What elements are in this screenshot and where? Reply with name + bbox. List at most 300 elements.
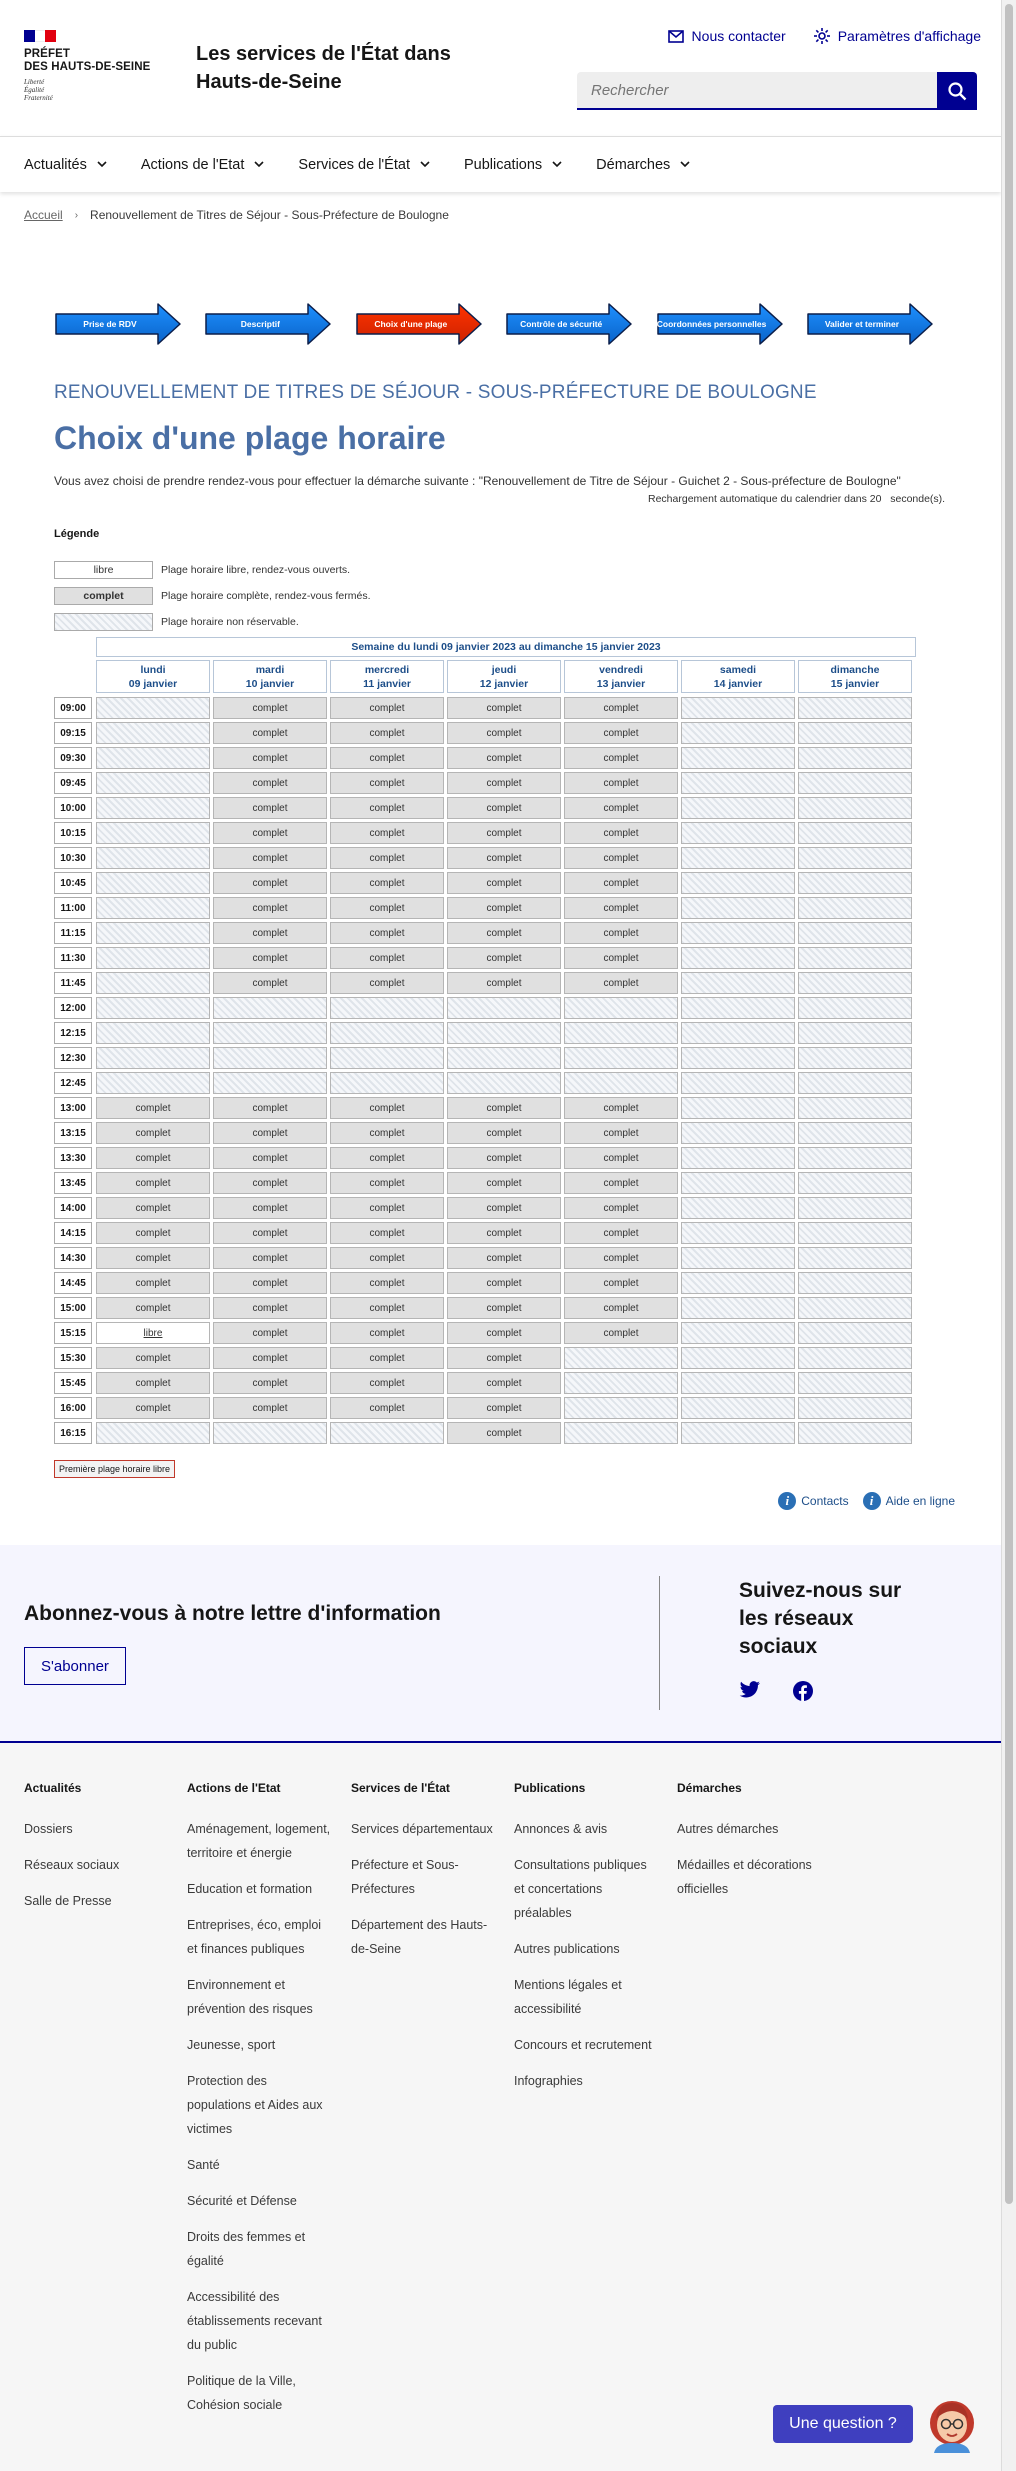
slot-complet: complet xyxy=(564,1097,678,1119)
slot-unavailable xyxy=(681,1422,795,1444)
footer-link[interactable]: Education et formation xyxy=(187,1882,313,1896)
slot-complet: complet xyxy=(447,1347,561,1369)
footer-link[interactable]: Autres publications xyxy=(514,1942,620,1956)
slot-unavailable xyxy=(681,997,795,1019)
chat-button[interactable]: Une question ? xyxy=(773,2405,913,2443)
slot-unavailable xyxy=(447,1047,561,1069)
day-date: 11 janvier xyxy=(363,678,411,690)
slot-complet: complet xyxy=(213,1297,327,1319)
footer-link[interactable]: Environnement et prévention des risques xyxy=(187,1978,313,2016)
slot-complet: complet xyxy=(213,1147,327,1169)
footer xyxy=(0,1741,1001,2471)
day-name: jeudi xyxy=(491,664,517,676)
slot-complet: complet xyxy=(447,1297,561,1319)
slot-complet: complet xyxy=(213,822,327,844)
footer-link[interactable]: Réseaux sociaux xyxy=(24,1858,120,1872)
time-row xyxy=(54,1196,916,1221)
slot-complet: complet xyxy=(330,1172,444,1194)
slot-complet: complet xyxy=(564,772,678,794)
footer-link[interactable]: Autres démarches xyxy=(677,1822,779,1836)
time-rows xyxy=(54,696,916,1446)
time-row xyxy=(54,996,916,1021)
header-tools xyxy=(668,28,981,44)
footer-link[interactable]: Accessibilité des établissements recevant du public xyxy=(187,2290,322,2352)
day-header xyxy=(681,660,795,693)
time-row xyxy=(54,1271,916,1296)
slot-complet: complet xyxy=(330,822,444,844)
slot-complet: complet xyxy=(564,1322,678,1344)
reload-countdown: Rechargement automatique du calendrier dans 20 seconde(s). xyxy=(648,493,946,505)
slot-unavailable xyxy=(681,1222,795,1244)
slot-unavailable xyxy=(798,722,912,744)
slot-complet: complet xyxy=(447,897,561,919)
slot-complet: complet xyxy=(96,1197,210,1219)
slot-complet: complet xyxy=(330,947,444,969)
time-row xyxy=(54,896,916,921)
footer-link[interactable]: Dossiers xyxy=(24,1822,73,1836)
slot-complet: complet xyxy=(213,897,327,919)
time-row xyxy=(54,1146,916,1171)
slot-complet: complet xyxy=(447,797,561,819)
day-header xyxy=(330,660,444,693)
slot-complet: complet xyxy=(213,1122,327,1144)
slot-complet: complet xyxy=(564,972,678,994)
slot-unavailable xyxy=(564,1397,678,1419)
day-name: vendredi xyxy=(599,664,643,676)
time-row xyxy=(54,821,916,846)
mail-icon xyxy=(668,30,684,43)
slot-complet: complet xyxy=(447,1122,561,1144)
slot-unavailable xyxy=(96,897,210,919)
scrollbar-thumb[interactable] xyxy=(1005,4,1013,2204)
slot-complet: complet xyxy=(564,847,678,869)
slot-complet: complet xyxy=(213,872,327,894)
footer-column xyxy=(351,1781,496,1973)
slot-complet: complet xyxy=(96,1272,210,1294)
step-label: Contrôle de sécurité xyxy=(520,319,603,329)
footer-link[interactable]: Politique de la Ville, Cohésion sociale xyxy=(187,2374,296,2412)
slot-unavailable xyxy=(447,1072,561,1094)
day-date: 09 janvier xyxy=(128,678,178,690)
time-label: 13:45 xyxy=(54,1172,92,1194)
footer-column-title: Démarches xyxy=(677,1781,742,1795)
gov-motto: Liberté Égalité Fraternité xyxy=(24,78,53,102)
footer-link[interactable]: Droits des femmes et égalité xyxy=(187,2230,306,2268)
slot-complet: complet xyxy=(330,1197,444,1219)
newsletter-section xyxy=(0,1545,1001,1741)
time-label: 15:00 xyxy=(54,1297,92,1319)
slot-unavailable xyxy=(96,797,210,819)
contact-link[interactable] xyxy=(668,28,786,44)
slot-complet: complet xyxy=(564,1147,678,1169)
legend-libre-text: Plage horaire libre, rendez-vous ouverts. xyxy=(161,564,351,576)
chatbot-avatar-icon[interactable] xyxy=(924,2393,980,2453)
contacts-link[interactable] xyxy=(778,1492,848,1510)
slot-unavailable xyxy=(330,1047,444,1069)
slot-unavailable xyxy=(330,1422,444,1444)
slot-unavailable xyxy=(564,1347,678,1369)
breadcrumb xyxy=(24,208,449,222)
time-label: 12:00 xyxy=(54,997,92,1019)
footer-link[interactable]: Protection des populations et Aides aux victimes xyxy=(187,2074,323,2136)
slot-unavailable xyxy=(564,1047,678,1069)
time-label: 13:30 xyxy=(54,1147,92,1169)
footer-link[interactable]: Département des Hauts-de-Seine xyxy=(351,1918,488,1956)
slot-unavailable xyxy=(798,1297,912,1319)
slot-unavailable xyxy=(798,1047,912,1069)
slot-unavailable xyxy=(681,1122,795,1144)
slot-complet: complet xyxy=(96,1097,210,1119)
slot-complet: complet xyxy=(330,972,444,994)
slot-unavailable xyxy=(681,697,795,719)
slot-unavailable xyxy=(681,1272,795,1294)
slot-unavailable xyxy=(681,1397,795,1419)
legend-complet xyxy=(54,587,371,605)
step-1 xyxy=(54,302,182,346)
contacts-label: Contacts xyxy=(801,1494,849,1508)
slot-unavailable xyxy=(798,872,912,894)
newsletter-divider xyxy=(659,1576,660,1710)
time-label: 09:00 xyxy=(54,697,92,719)
slot-complet: complet xyxy=(330,1247,444,1269)
chevron-down-icon xyxy=(420,161,430,168)
slot-unavailable xyxy=(96,872,210,894)
time-label: 15:15 xyxy=(54,1322,92,1344)
slot-unavailable xyxy=(681,972,795,994)
slot-complet: complet xyxy=(447,847,561,869)
slot-unavailable xyxy=(798,1147,912,1169)
step-progress xyxy=(54,302,934,346)
slot-unavailable xyxy=(564,1022,678,1044)
footer-link[interactable]: Préfecture et Sous-Préfectures xyxy=(351,1858,459,1896)
slot-complet: complet xyxy=(564,1297,678,1319)
time-row xyxy=(54,871,916,896)
step-label: Coordonnées personnelles xyxy=(656,319,767,329)
time-row xyxy=(54,921,916,946)
step-label: Descriptif xyxy=(240,319,280,329)
slot-complet: complet xyxy=(330,847,444,869)
slot-complet: complet xyxy=(96,1222,210,1244)
slot-complet: complet xyxy=(447,1397,561,1419)
twitter-icon[interactable] xyxy=(739,1681,761,1699)
breadcrumb-separator-icon: › xyxy=(74,209,79,221)
legend-libre xyxy=(54,561,350,579)
footer-link[interactable]: Concours et recrutement xyxy=(514,2038,652,2052)
time-label: 09:45 xyxy=(54,772,92,794)
slot-complet: complet xyxy=(213,772,327,794)
slot-unavailable xyxy=(798,1072,912,1094)
time-row xyxy=(54,1046,916,1071)
footer-link[interactable]: Salle de Presse xyxy=(24,1894,112,1908)
time-row xyxy=(54,796,916,821)
slot-unavailable xyxy=(798,1397,912,1419)
slot-unavailable xyxy=(564,1372,678,1394)
step-label: Valider et terminer xyxy=(824,319,900,329)
nav-item[interactable] xyxy=(24,157,107,173)
footer-link[interactable]: Entreprises, éco, emploi et finances publiques xyxy=(187,1918,322,1956)
footer-link[interactable]: Santé xyxy=(187,2158,220,2172)
footer-link[interactable]: Infographies xyxy=(514,2074,583,2088)
slot-complet: complet xyxy=(213,947,327,969)
slot-complet: complet xyxy=(213,1347,327,1369)
nav-item[interactable] xyxy=(464,157,562,173)
slot-complet: complet xyxy=(564,1197,678,1219)
slot-unavailable xyxy=(681,1197,795,1219)
time-row xyxy=(54,946,916,971)
slot-complet: complet xyxy=(564,922,678,944)
footer-link[interactable]: Services départementaux xyxy=(351,1822,493,1836)
time-row xyxy=(54,1296,916,1321)
slot-complet: complet xyxy=(330,1322,444,1344)
slot-complet: complet xyxy=(213,1372,327,1394)
search-icon xyxy=(947,81,967,101)
legend-title: Légende xyxy=(54,528,100,540)
time-label: 16:15 xyxy=(54,1422,92,1444)
slot-unavailable xyxy=(96,847,210,869)
slot-complet: complet xyxy=(564,1222,678,1244)
slot-complet: complet xyxy=(213,1222,327,1244)
slot-complet: complet xyxy=(330,1347,444,1369)
slot-complet: complet xyxy=(213,847,327,869)
slot-unavailable xyxy=(798,1372,912,1394)
slot-complet: complet xyxy=(447,697,561,719)
slot-complet: complet xyxy=(213,1397,327,1419)
time-label: 11:15 xyxy=(54,922,92,944)
time-label: 13:00 xyxy=(54,1097,92,1119)
time-row xyxy=(54,1321,916,1346)
legend-hatch-box xyxy=(54,613,153,631)
footer-link[interactable]: Mentions légales et accessibilité xyxy=(514,1978,622,2016)
footer-column-title: Actions de l'Etat xyxy=(187,1781,281,1795)
gov-name: PRÉFET DES HAUTS-DE-SEINE xyxy=(24,48,151,73)
step-5 xyxy=(656,302,784,346)
slot-complet: complet xyxy=(564,797,678,819)
slot-unavailable xyxy=(681,1047,795,1069)
slot-complet: complet xyxy=(447,872,561,894)
slot-unavailable xyxy=(213,997,327,1019)
slot-complet: complet xyxy=(213,922,327,944)
footer-link[interactable]: Médailles et décorations officielles xyxy=(677,1858,812,1896)
slot-unavailable xyxy=(798,1172,912,1194)
slot-unavailable xyxy=(798,1247,912,1269)
slot-libre[interactable]: libre xyxy=(96,1322,210,1344)
slot-complet: complet xyxy=(330,1372,444,1394)
time-label: 14:15 xyxy=(54,1222,92,1244)
search-button[interactable] xyxy=(937,72,977,110)
time-label: 13:15 xyxy=(54,1122,92,1144)
slot-unavailable xyxy=(681,922,795,944)
slot-complet: complet xyxy=(330,922,444,944)
slot-unavailable xyxy=(798,1122,912,1144)
slot-unavailable xyxy=(681,1322,795,1344)
time-row xyxy=(54,1021,916,1046)
slot-unavailable xyxy=(564,1422,678,1444)
page-title: Choix d'une plage horaire xyxy=(54,420,446,456)
slot-complet: complet xyxy=(213,1172,327,1194)
slot-complet: complet xyxy=(330,1397,444,1419)
info-icon: i xyxy=(863,1492,881,1510)
slot-unavailable xyxy=(798,1022,912,1044)
slot-complet: complet xyxy=(330,722,444,744)
slot-complet: complet xyxy=(330,747,444,769)
legend-libre-box: libre xyxy=(54,561,153,579)
search-input[interactable] xyxy=(577,72,937,110)
step-label: Choix d'une plage xyxy=(374,319,448,329)
footer-link[interactable]: Aménagement, logement, territoire et énergie xyxy=(187,1822,331,1860)
slot-complet: complet xyxy=(330,797,444,819)
nav-item-label: Démarches xyxy=(596,156,671,173)
footer-link[interactable]: Jeunesse, sport xyxy=(187,2038,276,2052)
slot-unavailable xyxy=(681,1072,795,1094)
slot-complet: complet xyxy=(96,1247,210,1269)
slot-complet: complet xyxy=(564,697,678,719)
slot-complet: complet xyxy=(447,1272,561,1294)
slot-unavailable xyxy=(96,747,210,769)
slot-complet: complet xyxy=(213,1097,327,1119)
day-header xyxy=(798,660,912,693)
footer-column-title: Actualités xyxy=(24,1781,82,1795)
slot-complet: complet xyxy=(447,1172,561,1194)
week-header: Semaine du lundi 09 janvier 2023 au dimanche 15 janvier 2023 xyxy=(96,637,916,657)
day-name: dimanche xyxy=(830,664,880,676)
prefet-logo[interactable] xyxy=(24,30,174,102)
slot-unavailable xyxy=(681,1022,795,1044)
slot-complet: complet xyxy=(213,797,327,819)
slot-complet: complet xyxy=(447,1197,561,1219)
slot-complet: complet xyxy=(564,947,678,969)
slot-unavailable xyxy=(798,972,912,994)
day-date: 10 janvier xyxy=(245,678,295,690)
slot-unavailable xyxy=(96,822,210,844)
slot-unavailable xyxy=(798,947,912,969)
nav-item[interactable] xyxy=(141,157,265,173)
slot-complet: complet xyxy=(96,1347,210,1369)
online-help-link[interactable] xyxy=(863,1492,955,1510)
site-title[interactable]: Les services de l'État dans Hauts-de-Seine xyxy=(196,43,451,93)
time-row xyxy=(54,1121,916,1146)
time-label: 12:45 xyxy=(54,1072,92,1094)
step-label: Prise de RDV xyxy=(83,319,137,329)
time-row xyxy=(54,1171,916,1196)
chevron-down-icon xyxy=(680,161,690,168)
time-label: 11:30 xyxy=(54,947,92,969)
legend-complet-box: complet xyxy=(54,587,153,605)
slot-complet: complet xyxy=(96,1122,210,1144)
day-date: 13 janvier xyxy=(596,678,646,690)
slot-complet: complet xyxy=(213,1247,327,1269)
slot-complet: complet xyxy=(330,1272,444,1294)
page-scrollbar[interactable] xyxy=(1001,0,1016,2471)
slot-unavailable xyxy=(798,847,912,869)
facebook-icon[interactable] xyxy=(793,1681,813,1701)
slot-unavailable xyxy=(330,1022,444,1044)
footer-column xyxy=(24,1781,169,1925)
slot-unavailable xyxy=(96,1072,210,1094)
nav-item-label: Actions de l'Etat xyxy=(140,156,245,173)
time-row xyxy=(54,1371,916,1396)
slot-complet: complet xyxy=(447,947,561,969)
footer-column xyxy=(187,1781,332,2429)
slot-unavailable xyxy=(798,922,912,944)
day-headers xyxy=(96,660,916,693)
day-name: samedi xyxy=(719,664,757,676)
slot-unavailable xyxy=(96,922,210,944)
slot-unavailable xyxy=(96,1047,210,1069)
breadcrumb-home[interactable]: Accueil xyxy=(24,208,63,222)
display-settings-label: Paramètres d'affichage xyxy=(837,28,981,44)
slot-complet: complet xyxy=(330,1097,444,1119)
footer-link[interactable]: Sécurité et Défense xyxy=(187,2194,297,2208)
slot-unavailable xyxy=(798,897,912,919)
slot-complet: complet xyxy=(96,1372,210,1394)
time-row xyxy=(54,1346,916,1371)
day-name: mercredi xyxy=(364,664,410,676)
social-icons xyxy=(739,1681,813,1701)
slot-complet: complet xyxy=(447,1422,561,1444)
footer-link[interactable]: Annonces & avis xyxy=(514,1822,608,1836)
slot-unavailable xyxy=(681,847,795,869)
slot-unavailable xyxy=(798,1197,912,1219)
social-title: Suivez-nous sur les réseaux sociaux xyxy=(739,1579,902,1658)
footer-link[interactable]: Consultations publiques et concertations préalables xyxy=(514,1858,647,1920)
slot-unavailable xyxy=(798,997,912,1019)
nav-item[interactable] xyxy=(298,157,430,173)
slot-unavailable xyxy=(798,1422,912,1444)
footer-column-title: Publications xyxy=(514,1781,586,1795)
slot-unavailable xyxy=(681,822,795,844)
slot-complet: complet xyxy=(96,1297,210,1319)
slot-unavailable xyxy=(681,1347,795,1369)
info-icon: i xyxy=(778,1492,796,1510)
time-row xyxy=(54,771,916,796)
slot-complet: complet xyxy=(447,1147,561,1169)
slot-unavailable xyxy=(798,822,912,844)
subscribe-button[interactable]: S'abonner xyxy=(24,1647,126,1685)
slot-unavailable xyxy=(798,1272,912,1294)
slot-complet: complet xyxy=(564,872,678,894)
display-settings-link[interactable] xyxy=(814,28,981,44)
time-row xyxy=(54,971,916,996)
nav-item[interactable] xyxy=(596,157,690,173)
time-label: 09:15 xyxy=(54,722,92,744)
slot-unavailable xyxy=(798,1322,912,1344)
slot-complet: complet xyxy=(447,1322,561,1344)
slot-unavailable xyxy=(798,797,912,819)
slot-unavailable xyxy=(213,1422,327,1444)
slot-complet: complet xyxy=(564,897,678,919)
time-label: 10:00 xyxy=(54,797,92,819)
legend-hatch-text: Plage horaire non réservable. xyxy=(161,616,299,628)
slot-complet: complet xyxy=(213,972,327,994)
legend-complet-text: Plage horaire complète, rendez-vous fermés. xyxy=(161,590,371,602)
time-row xyxy=(54,846,916,871)
slot-complet: complet xyxy=(213,1322,327,1344)
time-row xyxy=(54,696,916,721)
footer-column-title: Services de l'État xyxy=(351,1781,450,1795)
slot-complet: complet xyxy=(330,772,444,794)
day-date: 14 janvier xyxy=(713,678,763,690)
day-name: lundi xyxy=(140,664,166,676)
newsletter-title: Abonnez-vous à notre lettre d'information xyxy=(24,1602,441,1625)
time-row xyxy=(54,1246,916,1271)
sun-icon xyxy=(814,28,830,44)
slot-unavailable xyxy=(96,697,210,719)
first-free-slot-button[interactable]: Première plage horaire libre xyxy=(54,1460,175,1478)
chevron-down-icon xyxy=(254,161,264,168)
slot-unavailable xyxy=(96,972,210,994)
slot-complet: complet xyxy=(96,1147,210,1169)
slot-complet: complet xyxy=(330,872,444,894)
